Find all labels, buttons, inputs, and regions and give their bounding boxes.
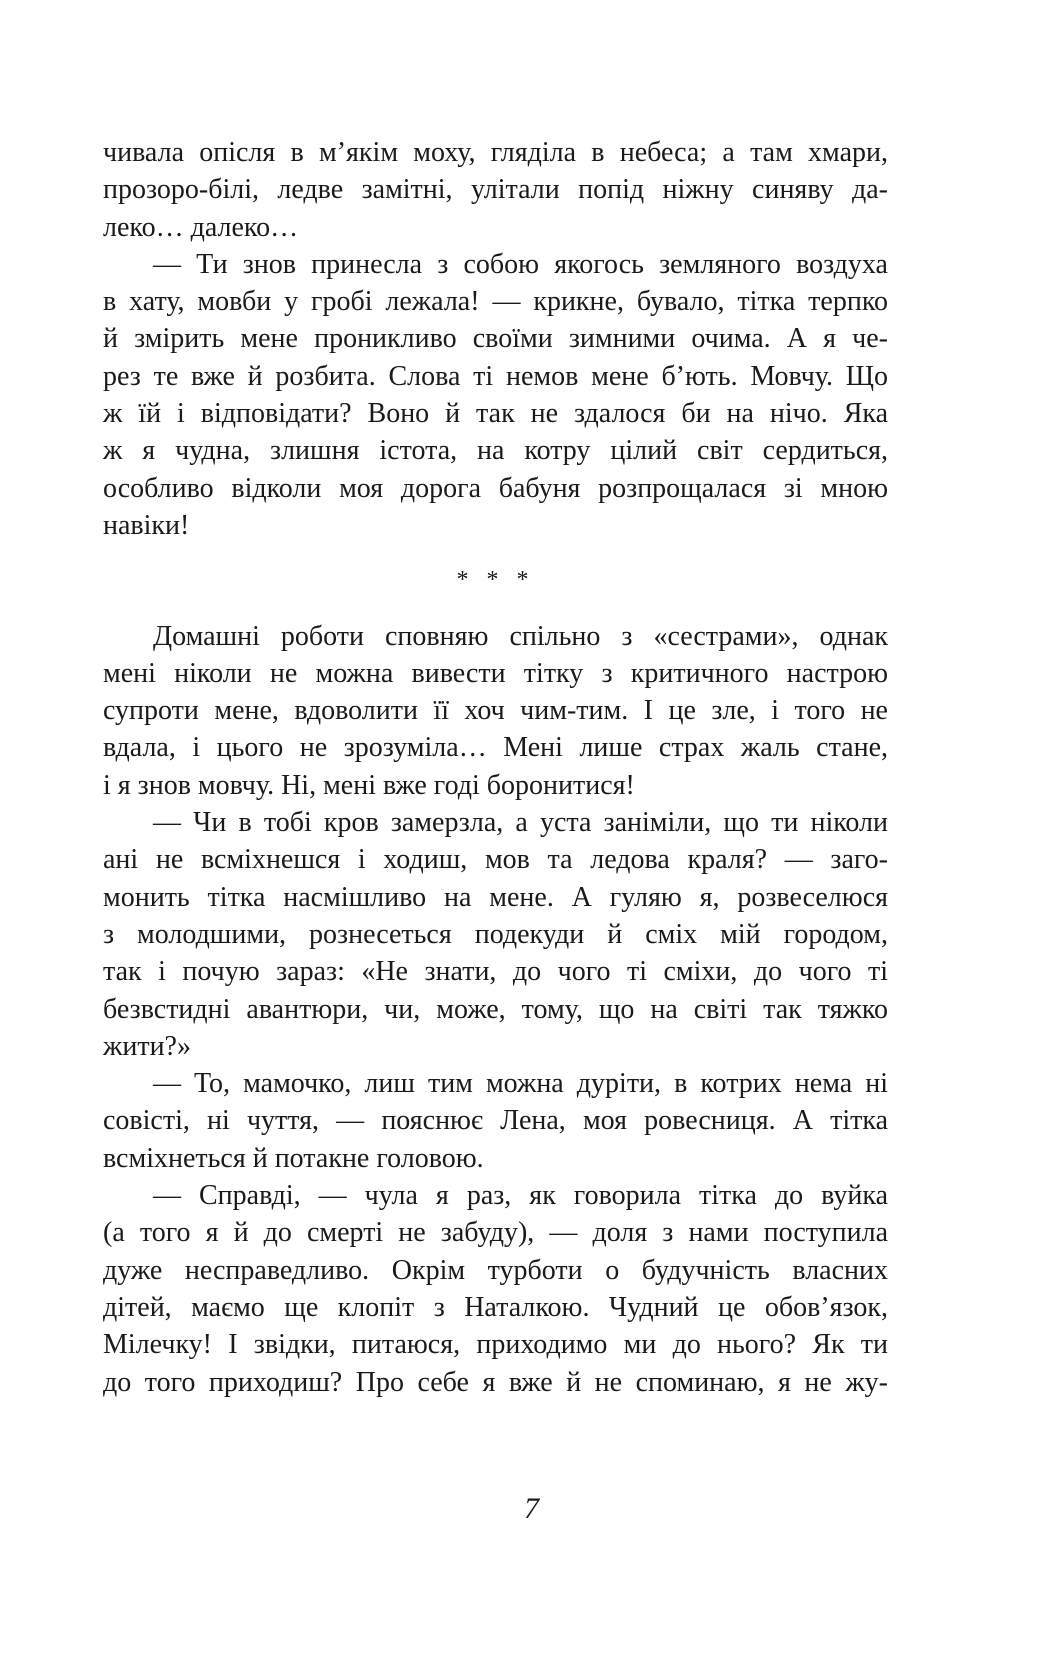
text-line: чивала опісля в м’якім моху, гляділа в небеса; а там хмари,: [103, 137, 888, 168]
text-line: й змірить мене проникливо своїми зимними очима. А я че-: [103, 323, 888, 355]
paragraph: [103, 1177, 888, 1401]
text-line: рез те вже й розбита. Слова ті немов мене б’ють. Мовчу. Що: [103, 360, 888, 392]
text-line: всміхнеться й потакне головою.: [103, 1142, 484, 1174]
text-line: особливо відколи моя дорога бабуня розпрощалася зі мною: [103, 472, 888, 504]
text-line: жити?»: [103, 1030, 191, 1062]
paragraph: [103, 1065, 888, 1177]
text-line: дітей, маємо ще клопіт з Наталкою. Чудний це обов’язок,: [103, 1291, 888, 1323]
text-line: (а того я й до смерті не забуду), — доля з нами поступила: [103, 1217, 888, 1249]
text-line: ж їй і відповідати? Воно й так не здалося би на нічо. Яка: [103, 398, 888, 430]
text-line: прозоро-білі, ледве замітні, улітали попід ніжну синяву да-: [103, 174, 888, 206]
paragraph: [103, 134, 888, 246]
text-line: Домашні роботи сповняю спільно з «сестрами», однак: [153, 620, 888, 652]
text-line: в хату, мовби у гробі лежала! — крикне, бувало, тітка терпко: [103, 286, 888, 318]
paragraph: [103, 804, 888, 1065]
page-text: [103, 134, 888, 1401]
text-line: ж я чудна, злишня істота, на котру цілий світ сердиться,: [103, 435, 888, 467]
text-line: совісті, ні чуття, — пояснює Лена, моя ровесниця. А тітка: [103, 1105, 888, 1137]
paragraph: [103, 246, 888, 544]
text-line: і я знов мовчу. Ні, мені вже годі боронитися!: [103, 769, 635, 801]
text-line: мені ніколи не можна вивести тітку з критичного настрою: [103, 657, 888, 689]
text-line: до того приходиш? Про себе я вже й не споминаю, я не жу-: [103, 1366, 888, 1398]
text-line: — Справді, — чула я раз, як говорила тітка до вуйка: [153, 1180, 888, 1212]
text-line: з молодшими, рознесеться подекуди й сміх мій городом,: [103, 918, 888, 950]
text-line: так і почую зараз: «Не знати, до чого ті сміхи, до чого ті: [103, 956, 888, 988]
text-line: — Ти знов принесла з собою якогось земляного воздуха: [153, 248, 888, 280]
text-line: Мілечку! І звідки, питаюся, приходимо ми до нього? Як ти: [103, 1329, 888, 1361]
text-line: леко… далеко…: [103, 211, 299, 243]
text-line: безвстидні авантюри, чи, може, тому, що на світі так тяжко: [103, 993, 888, 1025]
section-separator: * * *: [456, 567, 535, 594]
paragraph: [103, 618, 888, 804]
text-line: ані не всміхнешся і ходиш, мов та ледова краля? — заго-: [103, 844, 888, 876]
page-number: 7: [524, 1492, 539, 1525]
text-line: — Чи в тобі кров замерзла, а уста заніміли, що ти ніколи: [153, 807, 888, 839]
text-line: — То, мамочко, лиш тим можна дуріти, в котрих нема ні: [153, 1068, 888, 1100]
text-line: супроти мене, вдоволити її хоч чим-тим. І це зле, і того не: [103, 695, 888, 727]
text-line: вдала, і цього не зрозуміла… Мені лише страх жаль стане,: [103, 732, 888, 764]
text-line: монить тітка насмішливо на мене. А гуляю я, розвеселюся: [103, 881, 888, 913]
text-line: дуже несправедливо. Окрім турботи о будучність власних: [103, 1254, 888, 1286]
text-line: навіки!: [103, 509, 190, 541]
